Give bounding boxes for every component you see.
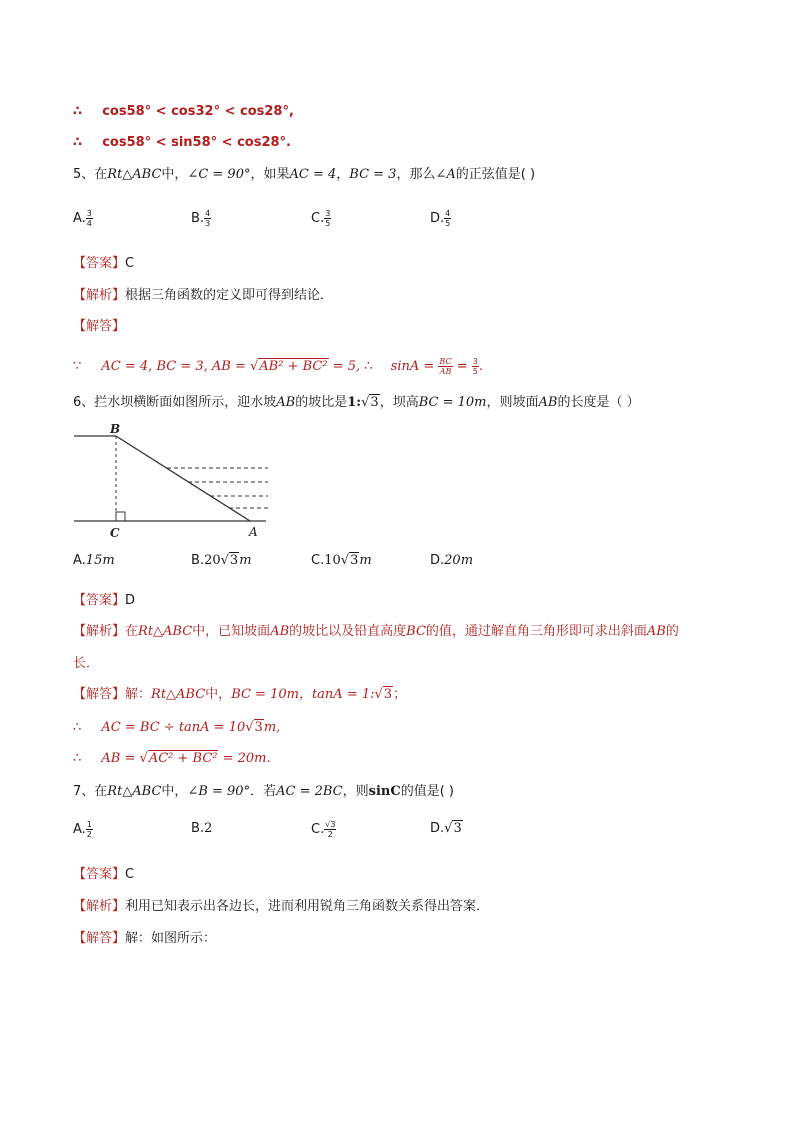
q7-answer: [73, 866, 134, 884]
denominator: 5: [325, 219, 331, 228]
numerator: √3: [325, 820, 336, 829]
q6-option-c[interactable]: C.10√3m: [311, 553, 372, 568]
option-label: B.: [191, 211, 205, 226]
fraction: [472, 357, 479, 376]
solution-text: 解：: [125, 687, 152, 702]
q7-ac: AC = 2BC: [276, 784, 343, 799]
equals: =: [452, 359, 472, 374]
solution-text: 中，: [205, 687, 232, 702]
option-label: D.: [430, 211, 445, 226]
q7-option-b[interactable]: [191, 820, 212, 838]
q6-ratio: 1:: [347, 395, 362, 410]
q7-sinc: sinC: [368, 784, 401, 799]
analysis-text: 长．: [73, 656, 100, 671]
label-a: A: [249, 525, 258, 539]
q7-stem: [73, 783, 454, 801]
q6-answer: [73, 592, 135, 610]
answer-tag: 【答案】: [73, 867, 126, 882]
answer-tag: 【答案】: [73, 256, 126, 271]
fraction: [324, 820, 336, 839]
analysis-text: 的坡比以及铅直高度: [289, 624, 407, 639]
analysis-text: 利用已知表示出各边长，进而利用锐角三角函数关系得出答案．: [125, 899, 490, 914]
option-label: A.: [73, 211, 86, 226]
analysis-text: 的: [665, 624, 679, 639]
denominator: 5: [472, 367, 478, 376]
q6-solution-3: ∴ AB = √AC² + BC² = 20m.: [73, 751, 271, 766]
denominator: 5: [445, 219, 451, 228]
q7-stem-text: 的值是( ): [400, 784, 454, 799]
solution-tag: 【解答】: [73, 687, 126, 702]
q6-stem-text: 6、拦水坝横断面如图所示，迎水坡: [73, 395, 277, 410]
sqrt-radicand: 3: [383, 687, 393, 702]
denominator: AB: [439, 367, 452, 376]
analysis-text: Rt△ABC: [138, 624, 193, 639]
q5-angle-a: ∠A: [435, 167, 456, 182]
numerator: 3: [325, 209, 331, 218]
fraction: [444, 209, 451, 228]
q7-stem-text: ，则: [342, 784, 369, 799]
q7-option-d[interactable]: D.√3: [430, 821, 462, 836]
q5-stem-text: ，如果: [250, 167, 290, 182]
solution-text: AC = 4, BC = 3, AB =: [101, 359, 250, 374]
therefore-symbol: ∴: [73, 720, 82, 735]
q6-option-b[interactable]: B.20√3m: [191, 553, 252, 568]
denominator: 2: [86, 830, 92, 839]
solution-text: ；: [393, 687, 407, 702]
option-label: A.: [73, 553, 86, 568]
q7-angle-b: ∠B = 90°: [187, 784, 251, 799]
solution-text: sinA =: [390, 359, 439, 374]
sqrt-radicand: AB² + BC²: [259, 359, 328, 374]
q5-triangle: Rt△ABC: [107, 167, 162, 182]
q6-stem-text: 的坡比是: [295, 395, 348, 410]
answer-tag: 【答案】: [73, 593, 126, 608]
intro-text-1: cos58° < cos32° < cos28°,: [102, 104, 294, 119]
solution-text: Rt△ABC: [151, 687, 206, 702]
q7-solution: [73, 930, 216, 948]
analysis-text: 在: [125, 624, 139, 639]
label-c: C: [110, 526, 120, 540]
denominator: 4: [86, 219, 92, 228]
sqrt-radicand: 3: [370, 395, 379, 410]
intro-text-2: cos58° < sin58° < cos28°.: [102, 135, 291, 150]
therefore-symbol: ∴: [73, 104, 83, 119]
q5-solution: ∵ AC = 4, BC = 3, AB = √AB² + BC² = 5, ∴ sinA = $\frac{BC}{AB}$ = $\frac{3}{5}$ .: [73, 357, 483, 376]
numerator: 3: [472, 357, 478, 366]
q6-stem-text: ，则坡面: [486, 395, 539, 410]
option-value: 20: [204, 553, 221, 568]
solution-tag: 【解答】: [73, 931, 126, 946]
q5-stem-text: 的正弦值是( ): [455, 167, 536, 182]
period: .: [478, 359, 483, 374]
numerator: 4: [445, 209, 451, 218]
q5-solution-tag: [73, 318, 125, 336]
option-label: B.: [191, 821, 205, 836]
intro-line-1: [73, 103, 294, 121]
solution-text: = 5,: [328, 359, 361, 374]
sqrt-radicand: 3: [350, 553, 359, 568]
therefore-symbol: ∴: [73, 751, 82, 766]
q5-stem-text: 中，: [161, 167, 188, 182]
answer-value: D: [125, 593, 136, 608]
option-value: 2: [204, 821, 213, 836]
numerator: BC: [439, 357, 452, 366]
fraction: [86, 209, 93, 228]
therefore-symbol: ∴: [73, 135, 83, 150]
q6-ab: AB: [538, 395, 558, 410]
q5-stem-text: ，那么: [396, 167, 436, 182]
analysis-text: BC: [406, 624, 426, 639]
fraction: [324, 209, 331, 228]
option-label: C.: [311, 553, 325, 568]
q6-analysis-cont: [73, 655, 99, 673]
q7-stem-text: ．若: [250, 784, 277, 799]
analysis-tag: 【解析】: [73, 288, 126, 303]
q5-analysis: [73, 287, 333, 305]
q7-analysis: [73, 898, 489, 916]
fraction: [204, 209, 211, 228]
option-unit: m: [239, 553, 252, 568]
option-label: B.: [191, 553, 205, 568]
q5-option-b[interactable]: [191, 209, 211, 228]
q5-bc: BC = 3: [349, 167, 397, 182]
q5-stem: [73, 166, 535, 184]
q6-solution-2: ∴ AC = BC ÷ tanA = 10√3m,: [73, 720, 281, 735]
option-label: C.: [311, 822, 325, 837]
answer-value: C: [125, 867, 135, 882]
q5-ac: AC = 4: [289, 167, 337, 182]
q6-analysis: [73, 623, 679, 641]
dam-cross-section-diagram: [70, 420, 280, 545]
denominator: 3: [205, 219, 211, 228]
label-b: B: [110, 422, 121, 436]
option-label: A.: [73, 822, 86, 837]
q7-option-a[interactable]: [73, 820, 93, 839]
solution-text: AC = BC ÷ tanA = 10: [101, 720, 246, 735]
q5-stem-text: 5、在: [73, 167, 108, 182]
answer-value: C: [125, 256, 135, 271]
q6-stem: 6、拦水坝横断面如图所示，迎水坡AB的坡比是1:√3，坝高BC = 10m，则坡面AB的长度是（ ）: [73, 395, 640, 410]
numerator: 1: [86, 820, 92, 829]
intro-line-2: [73, 134, 291, 152]
right-angle-mark: [116, 512, 125, 521]
q5-option-a[interactable]: [73, 209, 93, 228]
option-value: 10: [324, 553, 341, 568]
q5-answer: [73, 255, 134, 273]
solution-text: BC = 10m，tanA = 1:: [231, 687, 375, 702]
q7-option-c[interactable]: [311, 820, 336, 839]
option-label: D.: [430, 553, 445, 568]
q7-stem-text: 7、在: [73, 784, 108, 799]
q6-option-d[interactable]: [430, 552, 473, 570]
option-unit: m: [359, 553, 372, 568]
analysis-text: 根据三角函数的定义即可得到结论．: [125, 288, 334, 303]
analysis-text: 中，已知坡面: [192, 624, 271, 639]
analysis-text: 的值，通过解直角三角形即可求出斜面: [425, 624, 647, 639]
solution-tag: 【解答】: [73, 319, 126, 334]
analysis-tag: 【解析】: [73, 624, 126, 639]
analysis-text: AB: [646, 624, 666, 639]
q6-bc: BC = 10m: [418, 395, 487, 410]
fraction: [86, 820, 93, 839]
analysis-tag: 【解析】: [73, 899, 126, 914]
numerator: 4: [205, 209, 211, 218]
q6-solution: 【解答】解：Rt△ABC中，BC = 10m，tanA = 1:√3；: [73, 687, 407, 702]
q5-option-d[interactable]: [430, 209, 451, 228]
q6-option-a[interactable]: [73, 552, 115, 570]
solution-text: m,: [263, 720, 281, 735]
denominator: 2: [327, 830, 333, 839]
option-label: C.: [311, 211, 325, 226]
sqrt-radicand: 3: [229, 553, 239, 568]
q7-triangle: Rt△ABC: [107, 784, 162, 799]
sqrt-radicand: AC² + BC²: [148, 751, 218, 766]
option-value: 20m: [444, 553, 474, 568]
therefore-symbol: ∴: [364, 359, 373, 374]
solution-text: 解：如图所示：: [125, 931, 217, 946]
sqrt-radicand: 3: [453, 821, 462, 836]
option-value: 15m: [85, 553, 115, 568]
sqrt-radicand: 3: [254, 720, 263, 735]
option-label: D.: [430, 821, 445, 836]
q5-option-c[interactable]: [311, 209, 331, 228]
analysis-text: AB: [270, 624, 290, 639]
q6-stem-text: 的长度是（ ）: [557, 395, 640, 410]
q6-stem-text: ，坝高: [379, 395, 419, 410]
solution-text: = 20m.: [218, 751, 271, 766]
q7-stem-text: 中，: [161, 784, 188, 799]
fraction: [438, 357, 452, 376]
q5-stem-text: ，: [336, 167, 350, 182]
because-symbol: ∵: [73, 359, 82, 374]
q5-angle-c: ∠C = 90°: [187, 167, 251, 182]
q6-ab: AB: [276, 395, 296, 410]
numerator: 3: [86, 209, 92, 218]
solution-text: AB =: [101, 751, 140, 766]
